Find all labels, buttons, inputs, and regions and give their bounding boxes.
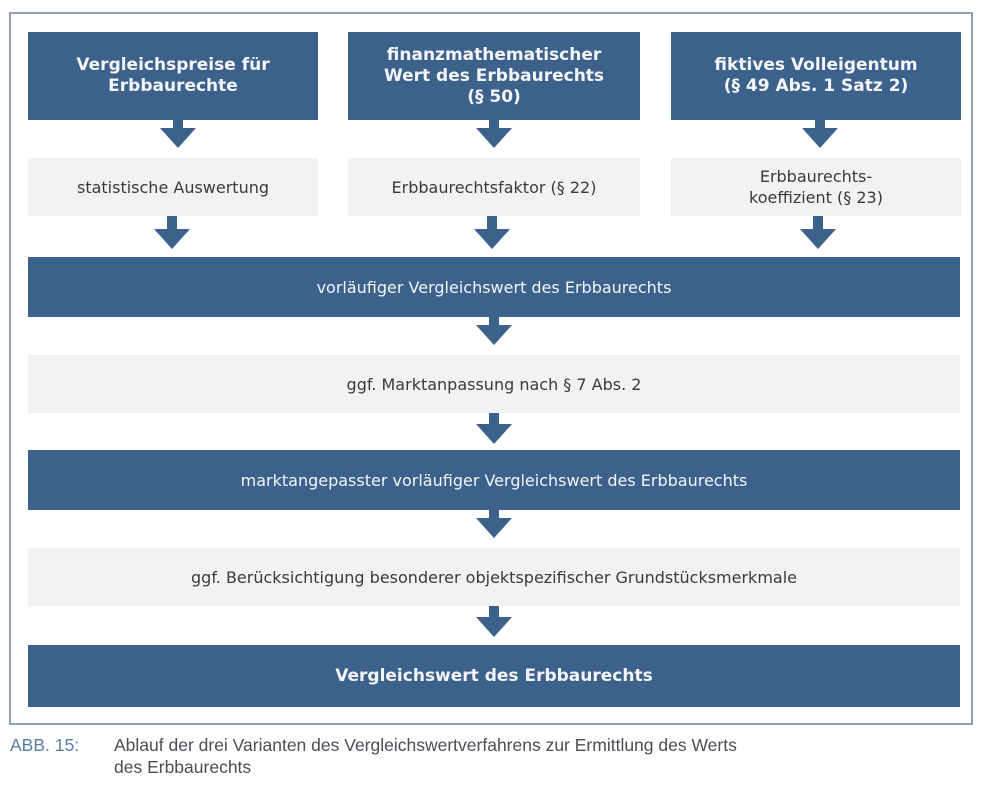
caption-line: des Erbbaurechts	[114, 757, 252, 777]
box-erbbaurechtskoeffizient	[671, 158, 961, 216]
box-finanzmathematischer-wert	[348, 32, 640, 120]
box-line: Erbbaurechtsfaktor (§ 22)	[391, 177, 597, 197]
box-line: finanzmathematischer	[386, 44, 602, 65]
box-fiktives-volleigentum	[671, 32, 961, 120]
box-label: ggf. Berücksichtigung besonderer objektspezifischer Grundstücksmerkmale	[191, 567, 797, 587]
caption-line: Ablauf der drei Varianten des Vergleichswertverfahrens zur Ermittlung des Werts	[114, 735, 737, 755]
box-vergleichswert-final	[28, 645, 960, 707]
box-label: Vergleichswert des Erbbaurechts	[335, 665, 653, 686]
box-line: Vergleichspreise für	[76, 55, 270, 75]
box-marktanpassung	[28, 355, 960, 413]
box-label: ggf. Marktanpassung nach § 7 Abs. 2	[346, 374, 642, 394]
box-vorlaeufiger-vergleichswert	[28, 257, 960, 317]
box-statistische-auswertung	[28, 158, 318, 216]
box-line: (§ 50)	[467, 86, 521, 107]
caption-label: ABB. 15:	[10, 735, 80, 755]
box-line: fiktives Volleigentum	[714, 55, 918, 75]
box-label: marktangepasster vorläufiger Vergleichswert des Erbbaurechts	[240, 470, 748, 490]
box-objektspezifische-merkmale	[28, 548, 960, 606]
box-line: statistische Auswertung	[76, 177, 270, 197]
box-line: Wert des Erbbaurechts	[383, 65, 605, 86]
box-line: koeffizient (§ 23)	[749, 188, 883, 207]
box-line: Erbbaurechts-	[759, 167, 873, 186]
box-erbbaurechtsfaktor	[348, 158, 640, 216]
box-marktangepasster-vergleichswert	[28, 450, 960, 510]
box-vergleichspreise	[28, 32, 318, 120]
box-line: Erbbaurechte	[108, 76, 238, 96]
box-line: (§ 49 Abs. 1 Satz 2)	[723, 76, 909, 96]
box-label: vorläufiger Vergleichswert des Erbbaurechts	[316, 277, 672, 297]
